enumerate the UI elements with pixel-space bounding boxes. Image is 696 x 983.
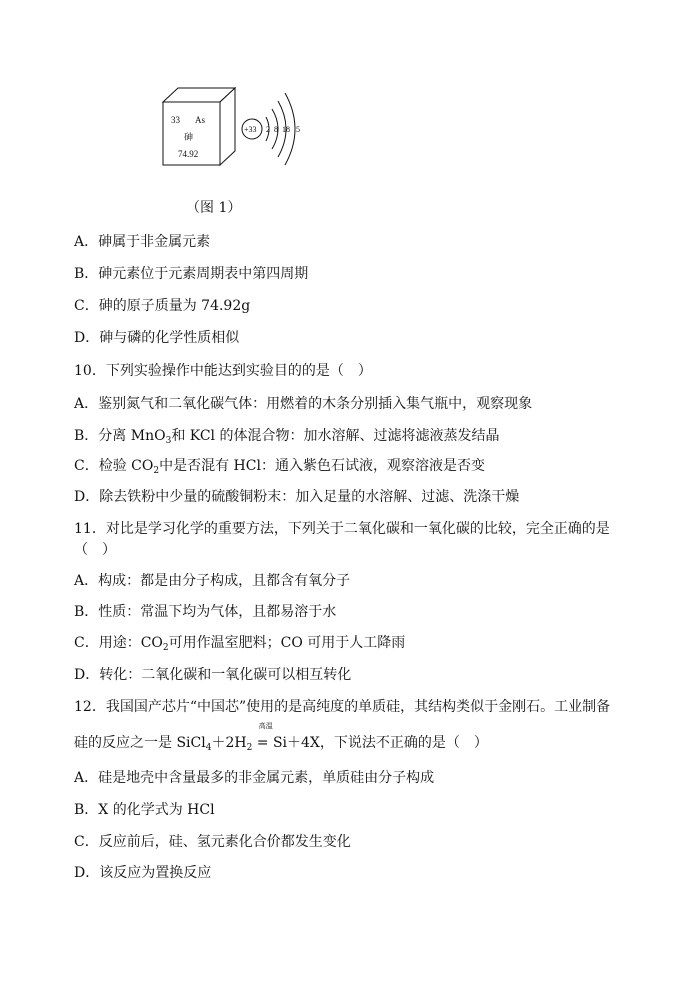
element-cube	[163, 88, 235, 165]
q11-option-c-post: 可用作温室肥料；CO 可用于人工降雨	[168, 635, 406, 651]
q11-option-d: D．转化：二氧化碳和一氧化碳可以相互转化	[74, 667, 352, 683]
arsenic-figure	[160, 85, 310, 175]
q11-stem: 11．对比是学习化学的重要方法，下列关于二氧化碳和一氧化碳的比较，完全正确的是	[74, 521, 610, 537]
q12-option-c: C．反应前后，硅、氢元素化合价都发生变化	[74, 834, 351, 850]
q10-option-b-post: 和 KCl 的体混合物：加水溶解、过滤将滤液蒸发结晶	[171, 428, 500, 444]
q10-option-c-sub: 2	[153, 466, 160, 476]
q9-option-c: C．砷的原子质量为 74.92g	[74, 298, 251, 314]
q12-sub-2: 2	[246, 743, 253, 753]
q10-option-b-sub: 3	[165, 436, 172, 446]
q12-sub-4: 4	[205, 743, 212, 753]
element-symbol: As	[195, 115, 206, 125]
atom-structure-diagram	[242, 93, 300, 165]
q9-option-d: D．砷与磷的化学性质相似	[74, 330, 240, 346]
q10-option-c-pre: C．检验 CO	[74, 458, 154, 474]
q10-option-b	[74, 426, 499, 446]
q11-option-c-pre: C．用途：CO	[74, 635, 163, 651]
q11-stem-bracket: （ ）	[74, 542, 116, 558]
shell-count-4: 5	[296, 125, 300, 134]
nucleus-charge: +33	[244, 125, 257, 134]
shell-count-1: 2	[266, 125, 270, 134]
q10-option-d: D．除去铁粉中少量的硫酸铜粉末：加入足量的水溶解、过滤、洗涤干燥	[74, 489, 520, 505]
q9-option-a: A．砷属于非金属元素	[74, 234, 211, 250]
q12-equation-line	[74, 722, 488, 753]
q10-option-a: A．鉴别氮气和二氧化碳气体：用燃着的木条分别插入集气瓶中，观察现象	[74, 396, 533, 412]
reaction-condition: 高温	[258, 722, 273, 730]
shell-count-2: 8	[274, 125, 278, 134]
reaction-arrow	[256, 722, 273, 753]
q11-option-c	[74, 633, 405, 653]
atomic-number: 33	[171, 115, 180, 125]
equals-sign: =	[256, 735, 269, 751]
element-name: 砷	[184, 133, 194, 143]
q11-option-c-sub: 2	[162, 643, 169, 653]
q11-option-b: B．性质：常温下均为气体，且都易溶于水	[74, 604, 337, 620]
figure-caption: （图 1）	[186, 200, 242, 216]
q10-option-c-post: 中是否混有 HCl：通入紫色石试液，观察溶液是否变	[159, 458, 485, 474]
q12-line2-mid: ＋2H	[211, 735, 247, 751]
q12-stem: 12．我国国产芯片“中国芯”使用的是高纯度的单质硅，其结构类似于金刚石。工业制备	[74, 699, 611, 715]
q10-option-b-pre: B．分离 MnO	[74, 428, 166, 444]
q12-option-d: D．该反应为置换反应	[74, 865, 212, 881]
shell-count-3: 18	[282, 125, 290, 134]
q12-line2-pre: 硅的反应之一是 SiCl	[74, 735, 206, 751]
q10-stem: 10．下列实验操作中能达到实验目的的是（ ）	[74, 363, 372, 379]
q9-option-b: B．砷元素位于元素周期表中第四周期	[74, 266, 309, 282]
atomic-mass: 74.92	[178, 149, 199, 159]
q10-option-c	[74, 456, 485, 476]
q11-option-a: A．构成：都是由分子构成，且都含有氧分子	[74, 573, 351, 589]
q12-line2-post: Si＋4X，下说法不正确的是（ ）	[268, 735, 488, 751]
q12-option-b: B．X 的化学式为 HCl	[74, 802, 215, 818]
q12-option-a: A．硅是地壳中含量最多的非金属元素，单质硅由分子构成	[74, 770, 435, 786]
